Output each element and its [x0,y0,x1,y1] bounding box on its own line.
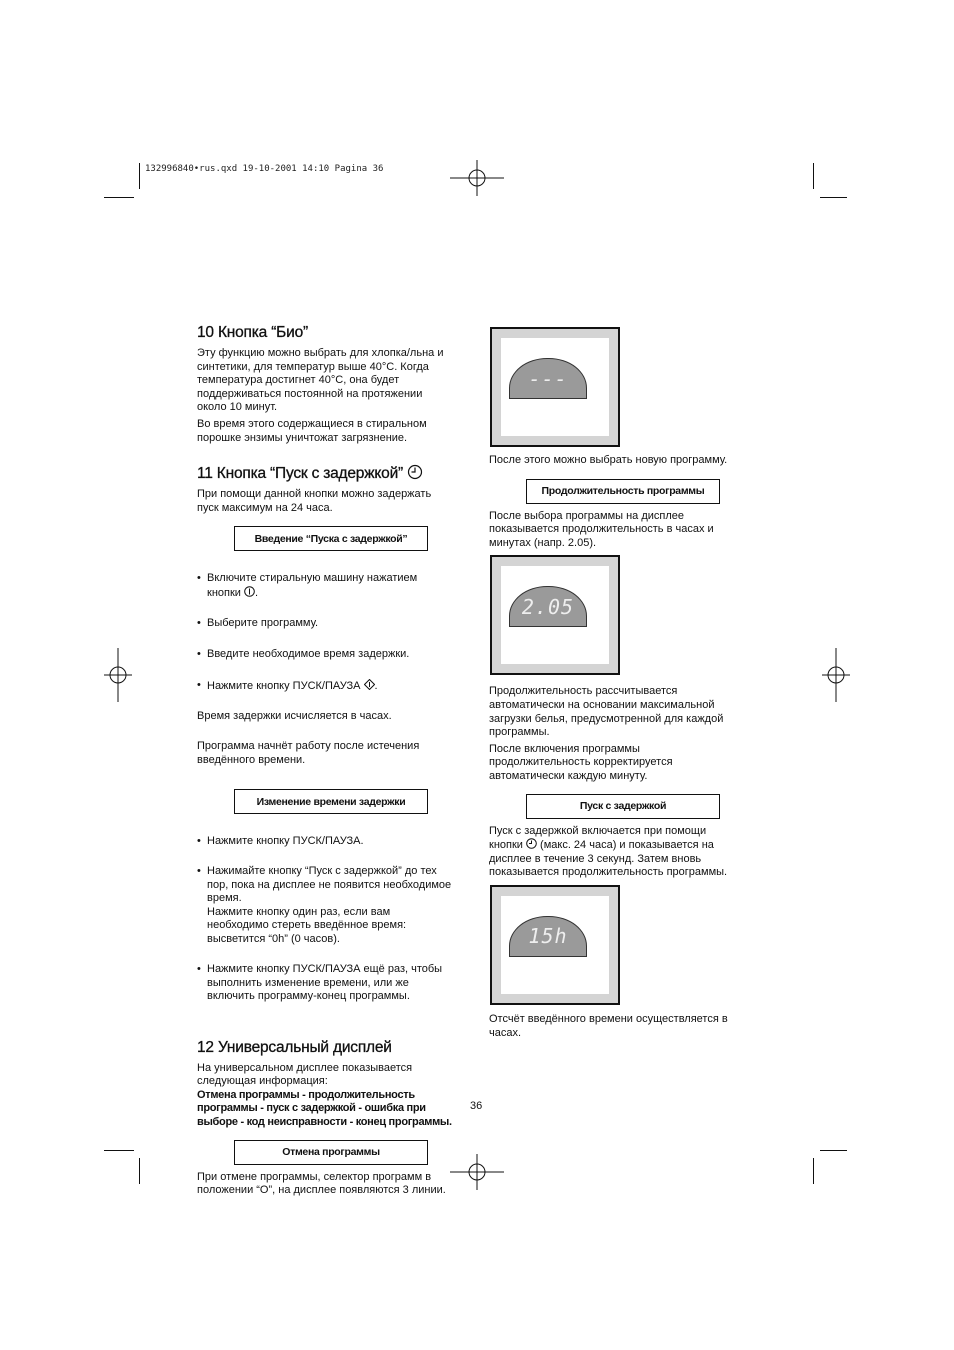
left-column [197,323,483,1198]
subheading-box: Продолжительность программы [526,479,720,504]
crop-mark [813,1158,814,1184]
list-item: • Нажмите кнопку ПУСК/ПАУЗА. [197,835,451,849]
subheading-box: Отмена программы [234,1140,428,1165]
display-readout: --- [509,358,587,399]
registration-mark-icon [104,648,132,702]
right-text: После включения программы продолжительность корректируется автоматически каждую минуту. [489,742,673,782]
display-readout: 2.05 [509,586,587,627]
section-12-title: 12 Универсальный дисплей [197,1038,392,1056]
note: Программа начнёт работу после истечения введённого времени. [197,740,420,767]
section-12-text: На универсальном дисплее показывается следующая информация: [197,1061,413,1088]
right-column [489,327,769,1040]
file-header: 132996840•rus.qxd 19-10-2001 14:10 Pagina 36 [145,164,384,174]
section-11-title-text: 11 Кнопка “Пуск с задержкой” [197,465,403,483]
right-text: После этого можно выбрать новую программу. [489,454,728,466]
section-12-bold-text: Отмена программы - продолжительность программы - пуск с задержкой - ошибка при выборе - код неисправности - конец программы. [197,1088,452,1128]
change-steps-list [197,821,451,1017]
crop-mark [139,1158,140,1184]
section-10-title: 10 Кнопка “Био” [197,324,308,341]
subheading-box: Пуск с задержкой [526,794,720,819]
display-illustration [490,885,620,1005]
page-number: 36 [470,1100,483,1112]
subheading-box: Введение “Пуска с задержкой” [234,526,428,551]
crop-mark [104,197,134,198]
power-icon [244,586,255,597]
list-item: • Нажмите кнопку ПУСК/ПАУЗА ещё раз, чтобы выполнить изменение времени, или же включить программу-конец программы. [197,963,451,1004]
display-illustration [490,555,620,675]
section-10-text-2: Во время этого содержащиеся в стиральном порошке энзимы уничтожат загрязнение. [197,417,427,444]
subheading-box: Изменение времени задержки [234,789,428,814]
list-item: • Выберите программу. [197,617,419,631]
clock-icon [526,838,537,849]
clock-icon [407,464,423,480]
crop-mark [820,197,847,198]
crop-mark [820,1150,847,1151]
note: Время задержки исчисляется в часах. [197,710,392,723]
list-item: • Нажимайте кнопку “Пуск с задержкой” до тех пор, пока на дисплее не появится необходимое время. Нажмите кнопку один раз, если вам необходимо стереть введённое время: высветится “0h” (0 часов). [197,865,451,947]
section-11-title [197,464,423,483]
right-text: После выбора программы на дисплее показывается продолжительность в часах и минутах (напр. 2.05). [489,509,714,549]
display-illustration [490,327,620,447]
crop-mark [104,1150,134,1151]
crop-mark [139,163,140,189]
display-readout: 15h [509,916,587,957]
right-text: Продолжительность рассчитывается автоматически на основании максимальной загрузки белья, предусмотренной для каждой программы. [489,685,724,739]
registration-mark-icon [822,648,850,702]
registration-mark-icon [450,160,504,196]
section-11-intro: При помощи данной кнопки можно задержать пуск максимум на 24 часа. [197,488,432,514]
right-text: Пуск с задержкой включается при помощи кнопки (макс. 24 часа) и показывается на дисплее в течение 3 секунд. Затем вновь показывается продолжительность программы. [489,824,728,879]
list-item: • Введите необходимое время задержки. [197,648,419,662]
section-10-text: Эту функцию можно выбрать для хлопка/льна и синтетики, для температур выше 40°C. Когда температура достигнет 40°C, она будет поддерживаться постоянной на протяжении около 10 минут. [197,347,444,414]
right-text: Отсчёт введённого времени осуществляется в часах. [489,1012,728,1039]
list-item: • Включите стиральную машину нажатием кнопки . [197,572,419,600]
crop-mark [813,163,814,189]
section-12-text-3: При отмене программы, селектор программ в положении “O”, на дисплее появляются 3 линии. [197,1170,446,1197]
start-pause-icon [364,679,375,690]
list-item: • Нажмите кнопку ПУСК/ПАУЗА . [197,679,419,694]
steps-list [197,558,419,781]
